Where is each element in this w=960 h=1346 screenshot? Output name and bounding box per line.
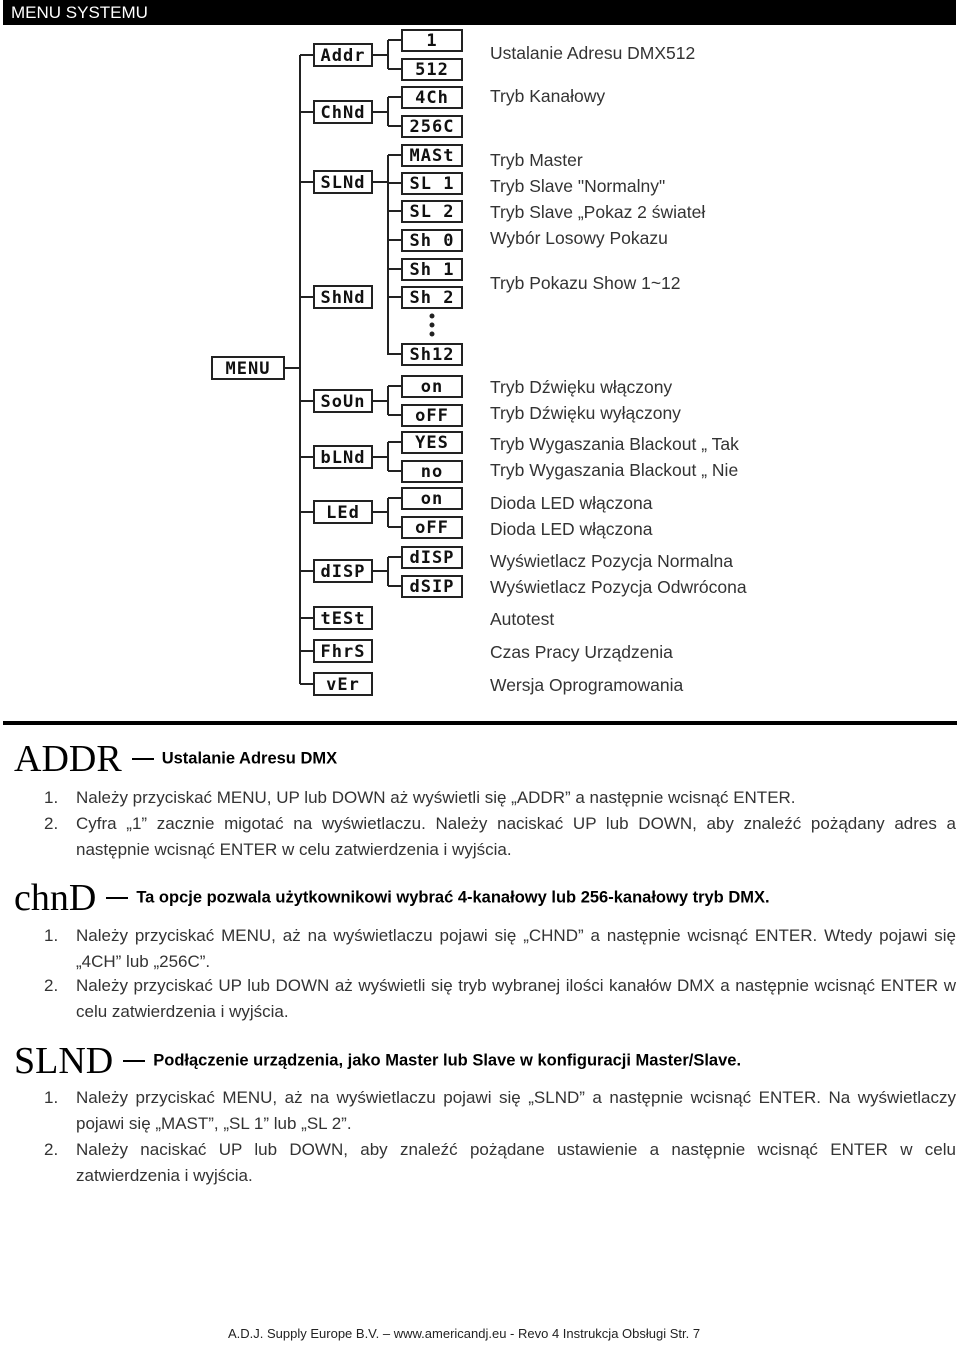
level1-label: vEr [326,675,360,695]
level2-label: on [420,377,444,397]
diagram-desc: Tryb Kanałowy [490,86,606,106]
diagram-desc: Ustalanie Adresu DMX512 [490,43,696,63]
item-text: Należy naciskać UP lub DOWN, aby znaleźć pożądane ustawienie a następnie wcisnąć ENTER w celu zatwierdzenia i wyjścia. [76,1140,956,1185]
item-text: Cyfra „1” zacznie migotać na wyświetlaczu. Należy naciskać UP lub DOWN, aby znaleźć pożądany adres a następnie wcisnąć ENTER w celu zatwierdzenia i wyjścia. [76,814,956,859]
menu-root-label: MENU [225,359,271,379]
list-item [44,1085,956,1137]
item-text: Należy przyciskać MENU, aż na wyświetlaczu pojawi się „CHND” a następnie wcisnąć ENTER. Wtedy pojawi się „4CH” lub „256C”. [76,926,956,971]
section-divider [3,721,957,725]
level2-label: 256C [409,117,455,137]
level2-label: YES [415,433,449,453]
diagram-desc: Wybór Losowy Pokazu [490,228,668,248]
level2-label: SL 2 [409,202,455,222]
level1-label: LEd [326,503,360,523]
section-title: Ustalanie Adresu DMX [161,749,338,768]
diagram-desc: Dioda LED włączona [490,493,653,513]
item-number: 1. [44,1088,59,1107]
root-connector [284,55,300,684]
level2-label: Sh12 [409,345,455,365]
diagram-desc: Czas Pracy Urządzenia [490,642,673,662]
ellipsis-dots [430,314,435,337]
section-code: ADDR [14,738,122,780]
diagram-desc: Wersja Oprogramowania [490,675,684,695]
level1-label: Addr [320,46,366,66]
diagram-desc: Dioda LED włączona [490,519,653,539]
title-dash [132,758,154,760]
level2-label: Sh 2 [409,288,455,308]
section-title: Ta opcje pozwala użytkownikowi wybrać 4-kanałowy lub 256-kanałowy tryb DMX. [136,888,770,907]
level2-label: no [420,462,444,482]
item-number: 2. [44,1140,59,1159]
title-dash [106,897,128,899]
diagram-desc: Tryb Dźwięku włączony [490,377,673,397]
level2-label: Sh 1 [409,260,455,280]
level1-boxes [314,44,372,695]
level2-label: MASt [409,146,455,166]
list-item [44,785,956,811]
diagram-desc: Wyświetlacz Pozycja Normalna [490,551,733,571]
item-number: 2. [44,814,59,833]
level2-label: oFF [415,518,449,538]
title-dash [123,1060,145,1062]
section-code: SLND [14,1040,114,1082]
level2-label: 4Ch [415,88,449,108]
list-item [44,973,956,1025]
item-text: Należy przyciskać MENU, aż na wyświetlaczu pojawi się „SLND” a następnie wcisnąć ENTER. Na wyświetlaczy pojawi się „MAST”, „SL 1” lub „SL 2”. [76,1088,956,1133]
diagram-desc: Tryb Slave „Pokaz 2 świateł [490,202,706,222]
level1-label: SoUn [320,392,366,412]
level1-label: ShNd [320,288,366,308]
level1-connectors [300,55,314,684]
list-item [44,811,956,863]
level2-label: 1 [426,31,438,51]
diagram-desc: Tryb Dźwięku wyłączony [490,403,681,423]
item-number: 1. [44,926,59,945]
level2-label: dISP [409,548,455,568]
level1-label: FhrS [320,642,366,662]
item-text: Należy przyciskać UP lub DOWN aż wyświetli się tryb wybranej ilości kanałów DMX a następnie wcisnąć ENTER w celu zatwierdzenia i wyjścia. [76,976,956,1021]
level2-label: oFF [415,406,449,426]
section-title: Podłączenie urządzenia, jako Master lub Slave w konfiguracji Master/Slave. [153,1051,742,1070]
diagram-desc: Tryb Master [490,150,583,170]
section-chnd-heading [14,876,770,920]
level1-label: bLNd [320,448,366,468]
level1-label: SLNd [320,173,366,193]
diagram-desc: Tryb Wygaszania Blackout „ Tak [490,434,739,454]
level1-label: dISP [320,562,366,582]
section-code: chnD [14,877,97,919]
level2-connectors [372,40,402,586]
level1-label: ChNd [320,103,366,123]
item-text: Należy przyciskać MENU, UP lub DOWN aż wyświetli się „ADDR” a następnie wcisnąć ENTER. [76,788,796,807]
level2-label: Sh 0 [409,231,455,251]
item-number: 1. [44,788,59,807]
diagram-desc: Tryb Slave "Normalny" [490,176,666,196]
diagram-desc: Tryb Pokazu Show 1~12 [490,273,681,293]
level1-label: tESt [320,609,366,629]
level2-label: dSIP [409,577,455,597]
level2-label: on [420,489,444,509]
level2-label: 512 [415,60,449,80]
page-header: MENU SYSTEMU [3,0,956,25]
diagram-desc: Wyświetlacz Pozycja Odwrócona [490,577,747,597]
level2-label: SL 1 [409,174,455,194]
list-item [44,923,956,975]
item-number: 2. [44,976,59,995]
page-footer: A.D.J. Supply Europe B.V. – www.americandj.eu - Revo 4 Instrukcja Obsługi Str. 7 [228,1326,701,1341]
section-addr-heading [14,737,337,781]
section-slnd-heading [14,1039,741,1083]
level1-labels [321,46,366,695]
diagram-desc: Tryb Wygaszania Blackout „ Nie [490,460,739,480]
list-item [44,1137,956,1189]
diagram-desc: Autotest [490,609,555,629]
